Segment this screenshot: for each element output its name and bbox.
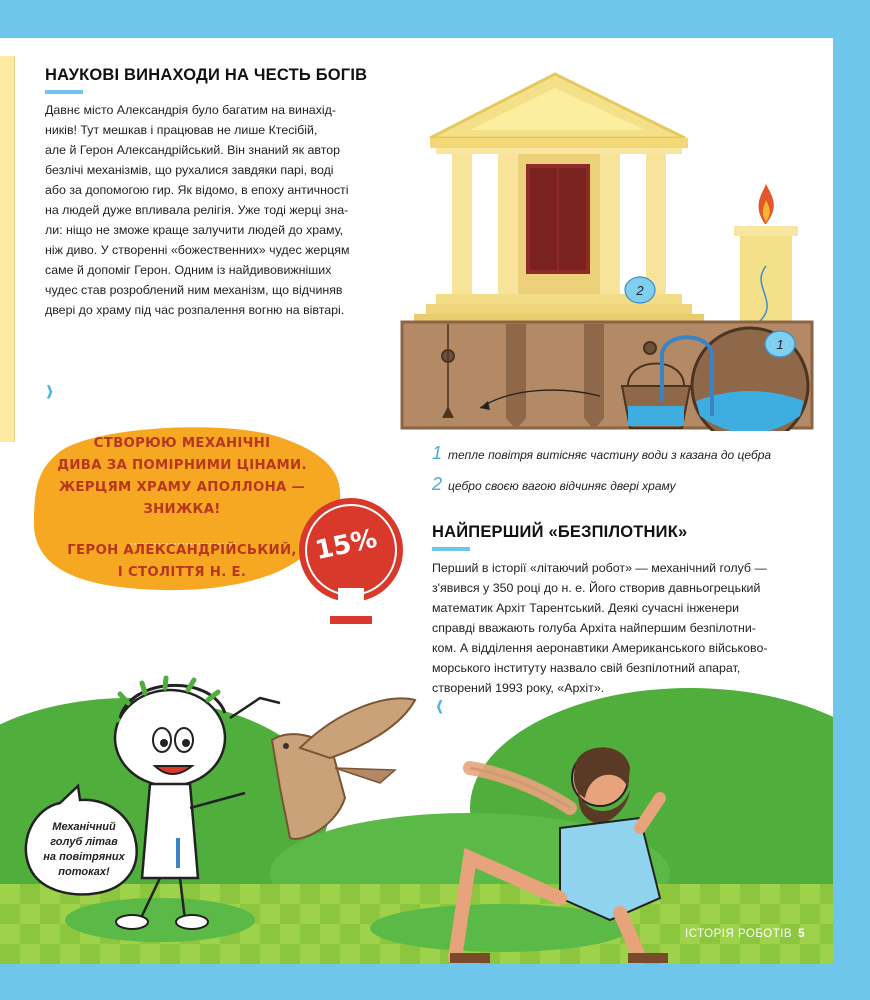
text-line: двері до храму під час розпалення вогню на вівтарі. bbox=[45, 303, 345, 317]
badge-column bbox=[338, 588, 364, 618]
text-line: саме й допоміг Герон. Одним із найдивовижніших bbox=[45, 263, 332, 277]
prev-arrow-icon[interactable]: ‹ bbox=[436, 686, 444, 724]
quote-line: ДИВА ЗА ПОМІРНИМИ ЦІНАМИ. bbox=[57, 458, 307, 473]
text-line: безлічі механізмів, що рухалися завдяки парі, воді bbox=[45, 163, 334, 177]
bubble-line: голуб літав bbox=[50, 836, 118, 848]
page-number: 5 bbox=[798, 928, 805, 940]
footer-label: ІСТОРІЯ РОБОТІВ bbox=[685, 928, 793, 940]
caption-2 bbox=[432, 474, 676, 495]
gods-body-text bbox=[45, 100, 385, 320]
text-line: чудес став розроблений ним механізм, що відчиняв bbox=[45, 283, 343, 297]
caption-number: 2 bbox=[432, 474, 443, 494]
temple-illustration bbox=[400, 56, 820, 431]
support-pillar bbox=[506, 324, 526, 418]
title-underline bbox=[432, 547, 470, 551]
landscape-illustration bbox=[0, 658, 833, 964]
author-line: ГЕРОН АЛЕКСАНДРІЙСЬКИЙ, bbox=[67, 543, 297, 558]
text-line: ком. А відділення аеронавтики Американського військово- bbox=[432, 641, 768, 655]
door-left-leaf bbox=[530, 168, 557, 270]
text-line: математик Архіт Тарентський. Деякі сучасні інженери bbox=[432, 601, 740, 615]
text-line: або за допомогою гир. Як відомо, в епоху античності bbox=[45, 183, 349, 197]
grass-patch bbox=[65, 898, 255, 942]
temple-entablature bbox=[430, 138, 688, 148]
speech-bubble-text bbox=[24, 820, 144, 880]
text-line: але й Герон Александрійський. Він знаний як автор bbox=[45, 143, 341, 157]
text-line: справді вважають голуба Архіта найпершим безпілотни- bbox=[432, 621, 756, 635]
section-title-drone: НАЙПЕРШИЙ «БЕЗПІЛОТНИК» bbox=[432, 523, 688, 541]
temple-step bbox=[426, 304, 692, 314]
temple-column bbox=[452, 154, 472, 294]
text-line: морського інституту назвало свій безпілотний апарат, bbox=[432, 661, 741, 675]
next-arrow-icon[interactable]: › bbox=[46, 371, 54, 409]
author-line: І СТОЛІТТЯ Н. Е. bbox=[117, 565, 247, 580]
support-pillar bbox=[584, 324, 604, 418]
text-line: з'явився у 350 році до н. е. Його створив давньогрецький bbox=[432, 581, 761, 595]
bubble-line: на повітряних bbox=[43, 851, 125, 863]
heron-quote bbox=[48, 433, 316, 521]
caption-text: цебро своєю вагою відчиняє двері храму bbox=[448, 479, 676, 493]
temple-column bbox=[498, 154, 518, 294]
text-line: ли: ніщо не зможе краще залучити людей до храму, bbox=[45, 223, 344, 237]
temple-column bbox=[600, 154, 620, 294]
bubble-line: потоках! bbox=[58, 866, 110, 878]
text-line: Перший в історії «літаючий робот» — механічний голуб — bbox=[432, 561, 767, 575]
section-title-gods: НАУКОВІ ВИНАХОДИ НА ЧЕСТЬ БОГІВ bbox=[45, 66, 368, 84]
badge-column-base bbox=[330, 616, 372, 624]
text-line: на людей дуже впливала релігія. Уже тоді жерці зна- bbox=[45, 203, 349, 217]
quote-line: СТВОРЮЮ МЕХАНІЧНІ bbox=[93, 436, 271, 451]
text-line: створений 1993 року, «Архіт». bbox=[432, 681, 605, 695]
temple-column bbox=[646, 154, 666, 294]
discount-label: 15% bbox=[312, 523, 380, 567]
caption-1 bbox=[432, 443, 771, 464]
book-page bbox=[0, 38, 833, 964]
quote-line: ЖЕРЦЯМ ХРАМУ АПОЛЛОНА — bbox=[58, 480, 306, 495]
previous-page-edge bbox=[0, 56, 15, 442]
caption-text: тепле повітря витісняє частину води з казана до цебра bbox=[448, 448, 772, 462]
marker-1-label: 1 bbox=[776, 337, 784, 352]
text-line: ників! Тут мешкав і працював не лише Ктесібій, bbox=[45, 123, 318, 137]
bubble-line: Механічний bbox=[52, 821, 116, 833]
altar-top bbox=[734, 226, 798, 236]
quote-author bbox=[48, 540, 316, 584]
text-line: ніж диво. У створенні «божественних» чудес жерцям bbox=[45, 243, 350, 257]
door-right-leaf bbox=[559, 168, 586, 270]
page-footer bbox=[685, 928, 805, 940]
text-line: Давнє місто Александрія було багатим на винахід- bbox=[45, 103, 337, 117]
caption-number: 1 bbox=[432, 443, 443, 463]
marker-2-label: 2 bbox=[636, 283, 644, 298]
discount-badge-icon bbox=[296, 498, 406, 633]
temple-cornice bbox=[436, 148, 682, 154]
quote-line: ЗНИЖКА! bbox=[143, 502, 221, 517]
altar bbox=[740, 234, 792, 322]
bucket-water bbox=[628, 406, 684, 426]
title-underline bbox=[45, 90, 83, 94]
pulley-icon bbox=[644, 342, 656, 354]
